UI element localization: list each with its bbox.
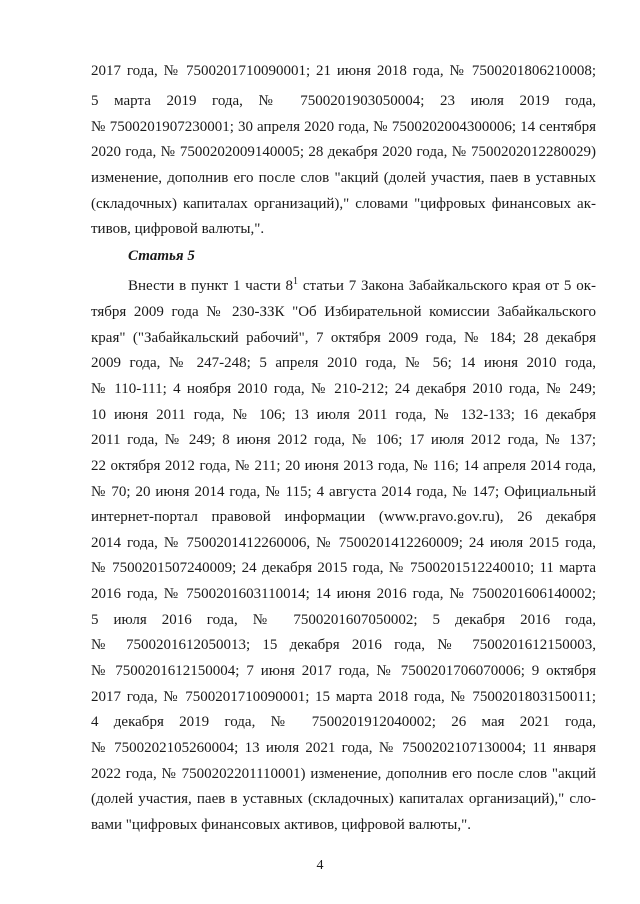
paragraph-main-line: № 7500202105260004; 13 июля 2021 года, № 7500202107130004; 11 января xyxy=(91,740,596,756)
paragraph-top-line: изменение, дополнив его после слов "акций (долей участия, паев в уставных xyxy=(91,170,596,186)
paragraph-main-line: № 7500201507240009; 24 декабря 2015 года, № 7500201512240010; 11 марта xyxy=(91,560,596,576)
paragraph-top-line: (складочных) капиталах организаций)," словами "цифровых финансовых ак- xyxy=(91,196,596,212)
paragraph-main-line: (долей участия, паев в уставных (складочных) капиталах организаций)," сло- xyxy=(91,791,596,807)
paragraph-main-line: № 110-111; 4 ноября 2010 года, № 210-212; 24 декабря 2010 года, № 249; xyxy=(91,381,596,397)
paragraph-main-line: вами "цифровых финансовых активов, цифровой валюты,". xyxy=(91,817,471,833)
paragraph-top-line: № 7500201907230001; 30 апреля 2020 года, № 7500202004300006; 14 сентября xyxy=(91,119,596,135)
intro-text-end: статьи 7 Закона Забайкальского края от 5 ок- xyxy=(298,278,597,294)
paragraph-main-line: № 70; 20 июня 2014 года, № 115; 4 августа 2014 года, № 147; Официальный xyxy=(91,484,596,500)
paragraph-main-line: 2022 года, № 7500202201110001) изменение, дополнив его после слов "акций xyxy=(91,766,596,782)
paragraph-main-line: 10 июня 2011 года, № 106; 13 июля 2011 года, № 132-133; 16 декабря xyxy=(91,407,596,423)
paragraph-main-line: № 7500201612050013; 15 декабря 2016 года, № 7500201612150003, xyxy=(91,637,596,653)
paragraph-main-line: 4 декабря 2019 года, № 7500201912040002; 26 мая 2021 года, xyxy=(91,714,596,730)
paragraph-main-line: 2016 года, № 7500201603110014; 14 июня 2016 года, № 7500201606140002; xyxy=(91,586,596,602)
page-number: 4 xyxy=(316,858,324,873)
paragraph-top-line: 5 марта 2019 года, № 7500201903050004; 23 июля 2019 года, xyxy=(91,93,596,109)
paragraph-main-line: интернет-портал правовой информации (www.pravo.gov.ru), 26 декабря xyxy=(91,509,596,525)
superscript-mark: 1 xyxy=(293,276,299,287)
paragraph-main-line: 2011 года, № 249; 8 июня 2012 года, № 106; 17 июля 2012 года, № 137; xyxy=(91,432,596,448)
paragraph-top-line: 2020 года, № 7500202009140005; 28 декабря 2020 года, № 7500202012280029) xyxy=(91,144,596,160)
paragraph-main-line: тября 2009 года № 230-ЗЗК "Об Избирательной комиссии Забайкальского xyxy=(91,304,596,320)
article-heading: Статья 5 xyxy=(128,248,195,264)
paragraph-main-line: 5 июля 2016 года, № 7500201607050002; 5 декабря 2016 года, xyxy=(91,612,596,628)
paragraph-main-line: 22 октября 2012 года, № 211; 20 июня 2013 года, № 116; 14 апреля 2014 года, xyxy=(91,458,596,474)
paragraph-top-line: 2017 года, № 7500201710090001; 21 июня 2018 года, № 7500201806210008; xyxy=(91,63,596,79)
paragraph-main-line: № 7500201612150004; 7 июня 2017 года, № 7500201706070006; 9 октября xyxy=(91,663,596,679)
paragraph-main-line: края" ("Забайкальский рабочий", 7 октября 2009 года, № 184; 28 декабря xyxy=(91,330,596,346)
paragraph-main-line: 2017 года, № 7500201710090001; 15 марта 2018 года, № 7500201803150011; xyxy=(91,689,596,705)
paragraph-top-line: тивов, цифровой валюты,". xyxy=(91,221,265,237)
paragraph-main-line: 2009 года, № 247-248; 5 апреля 2010 года, № 56; 14 июня 2010 года, xyxy=(91,355,596,371)
paragraph-main-line: 2014 года, № 7500201412260006, № 7500201412260009; 24 июля 2015 года, xyxy=(91,535,596,551)
article-intro-line xyxy=(128,276,596,296)
intro-text-start: Внести в пункт 1 части 8 xyxy=(128,278,294,294)
